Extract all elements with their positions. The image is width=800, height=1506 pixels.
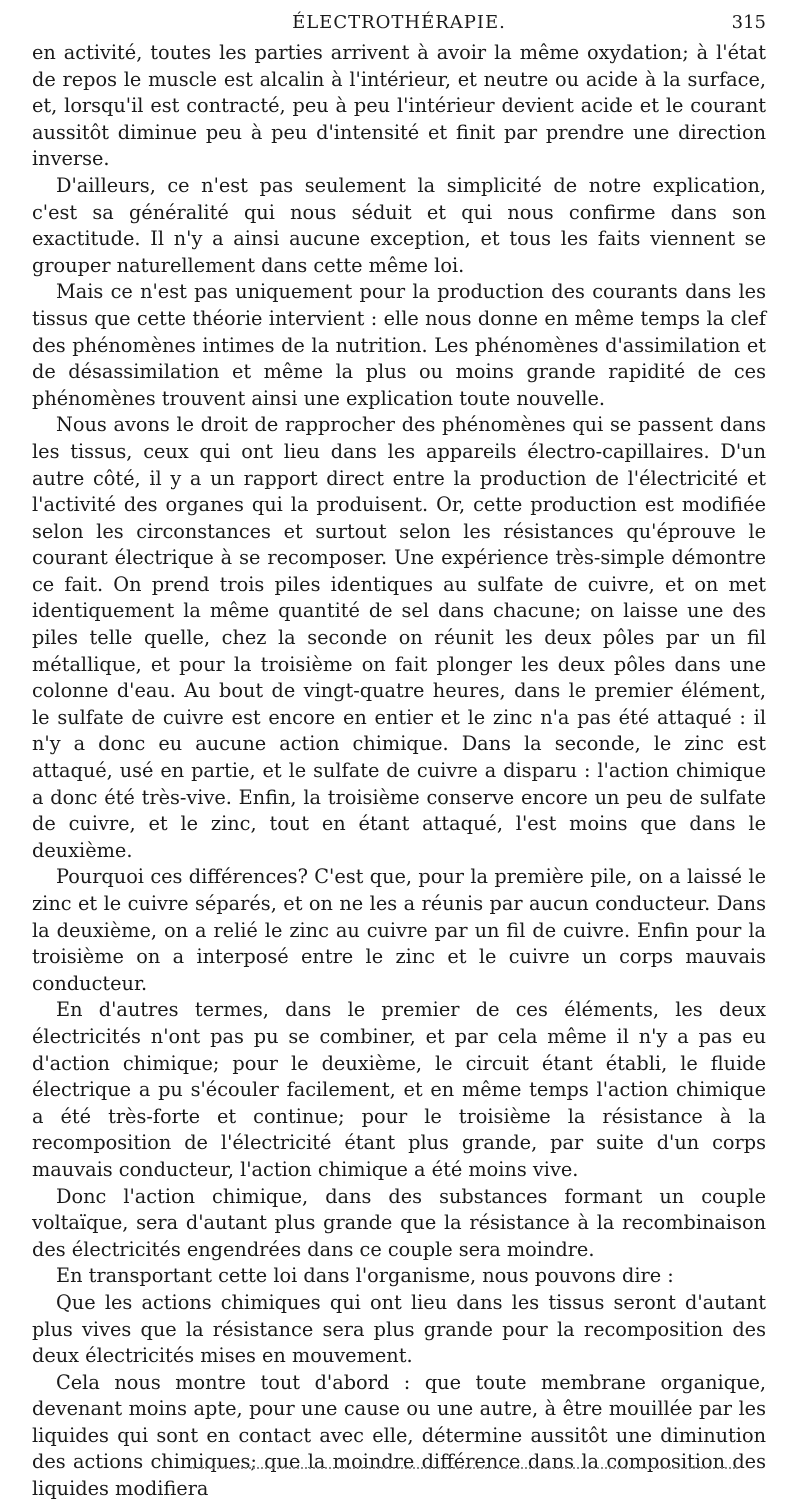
paragraph: Que les actions chimiques qui ont lieu dans les tissus seront d'autant plus vives que la résistance sera plus grande pour la recomposition des deux électricités mises en mouvement. xyxy=(32,1290,766,1368)
paragraph: D'ailleurs, ce n'est pas seulement la simplicité de notre explication, c'est sa généralité qui nous séduit et qui nous confirme dans son exactitude. Il n'y a ainsi aucune exception, et tous les faits viennent se grouper naturellement dans cette même loi. xyxy=(32,173,766,277)
footer-dotted-rule xyxy=(190,1467,738,1469)
paragraph: Donc l'action chimique, dans des substances formant un couple voltaïque, sera d'autant plus grande que la résistance à la recombinaison des électricités engendrées dans ce couple sera moindre. xyxy=(32,1184,766,1261)
page-number: 315 xyxy=(731,12,766,33)
paragraph: Pourquoi ces différences? C'est que, pour la première pile, on a laissé le zinc et le cuivre séparés, et on ne les a réunis par aucun conducteur. Dans la deuxième, on a relié le zinc au cuivre par un fil de cuivre. Enfin pour la troisième on a interposé entre le zinc et le cuivre un corps mauvais conducteur. xyxy=(32,865,766,995)
body-text xyxy=(32,40,766,1503)
book-page xyxy=(32,6,766,1503)
paragraph: Mais ce n'est pas uniquement pour la production des courants dans les tissus que cette théorie intervient : elle nous donne en même temps la clef des phénomènes intimes de la nutrition. Les phénomènes d'assimilation et de désassimilation et même la plus ou moins grande rapidité de ces phénomènes trouvent ainsi une explication toute nouvelle. xyxy=(32,280,766,410)
paragraph: Nous avons le droit de rapprocher des phénomènes qui se passent dans les tissus, ceux qui ont lieu dans les appareils électro-capillaires. D'un autre côté, il y a un rapport direct entre la production de l'électricité et l'activité des organes qui la produisent. Or, cette production est modifiée selon les circonstances et surtout selon les résistances qu'éprouve le courant électrique à se recomposer. Une expérience très-simple démontre ce fait. On prend trois piles identiques au sulfate de cuivre, et on met identiquement la même quantité de sel dans chacune; on laisse une des piles telle quelle, chez la seconde on réunit les deux pôles par un fil métallique, et pour la troisième on fait plonger les deux pôles dans une colonne d'eau. Au bout de vingt-quatre heures, dans le premier élément, le sulfate de cuivre est encore en entier et le zinc n'a pas été attaqué : il n'y a donc eu aucune action chimique. Dans la seconde, le zinc est attaqué, usé en partie, et le sulfate de cuivre a disparu : l'action chimique a donc été très-vive. Enfin, la troisième conserve encore un peu de sulfate de cuivre, et le zinc, tout en étant attaqué, l'est moins que dans le deuxième. xyxy=(32,413,766,862)
running-header xyxy=(32,6,766,40)
paragraph: Cela nous montre tout d'abord : que toute membrane organique, devenant moins apte, pour une cause ou une autre, à être mouillée par les liquides qui sont en contact avec elle, détermine aussitôt une diminution des actions chimiques; que la moindre différence dans la composition des liquides modifiera xyxy=(32,1370,766,1501)
running-title: ÉLECTROTHÉRAPIE. xyxy=(292,12,506,33)
paragraph: En d'autres termes, dans le premier de ces éléments, les deux électricités n'ont pas pu se combiner, et par cela même il n'y a pas eu d'action chimique; pour le deuxième, le circuit étant établi, le fluide électrique a pu s'écouler facilement, et en même temps l'action chimique a été très-forte et continue; pour le troisième la résistance à la recomposition de l'électricité étant plus grande, par suite d'un corps mauvais conducteur, l'action chimique a été moins vive. xyxy=(32,998,766,1181)
paragraph: En transportant cette loi dans l'organisme, nous pouvons dire : xyxy=(56,1264,674,1288)
paragraph: en activité, toutes les parties arrivent à avoir la même oxydation; à l'état de repos le muscle est alcalin à l'intérieur, et neutre ou acide à la surface, et, lorsqu'il est contracté, peu à peu l'intérieur devient acide et le courant aussitôt diminue peu à peu d'intensité et finit par prendre une direction inverse. xyxy=(32,41,766,171)
